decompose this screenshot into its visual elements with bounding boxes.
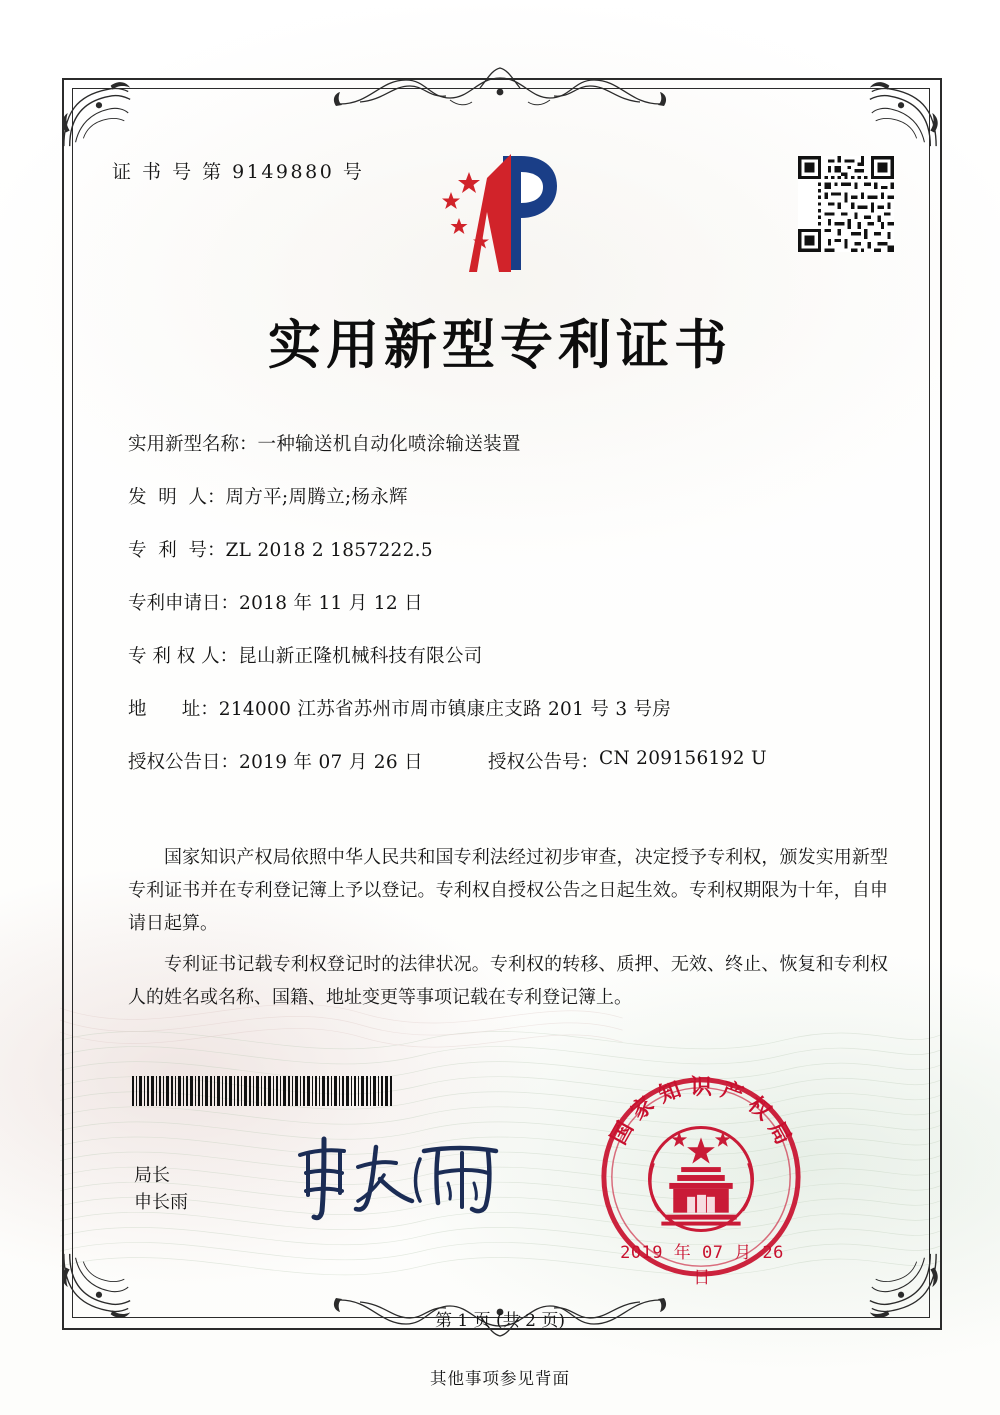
field-label: 专 利 权 人： bbox=[128, 646, 239, 667]
page-title: 实用新型专利证书 bbox=[268, 314, 732, 376]
field-label: 地 址： bbox=[128, 699, 219, 720]
field-list bbox=[128, 430, 888, 801]
field-value: 2018 年 11 月 12 日 bbox=[239, 593, 423, 614]
paragraph-2: 专利证书记载专利权登记时的法律状况。专利权的转移、质押、无效、终止、恢复和专利权人的姓名或名称、国籍、地址变更等事项记载在专利登记簿上。 bbox=[128, 954, 888, 1008]
director-signature-block bbox=[134, 1162, 188, 1216]
field-value: 周方平;周腾立;杨永辉 bbox=[225, 487, 408, 508]
director-name: 申长雨 bbox=[134, 1192, 188, 1213]
field-value: ZL 2018 2 1857222.5 bbox=[225, 540, 433, 561]
svg-text:国 家 知 识 产 权 局: 国 家 知 识 产 权 局 bbox=[606, 1074, 796, 1149]
field-label: 实用新型名称： bbox=[128, 434, 258, 455]
field-address bbox=[128, 695, 888, 721]
field-label: 发 明 人： bbox=[128, 487, 226, 508]
legal-text-block bbox=[128, 841, 888, 1022]
handwritten-signature bbox=[288, 1133, 518, 1223]
top-center-flourish bbox=[330, 58, 670, 116]
certificate-number: 证 书 号 第 9149880 号 bbox=[112, 161, 365, 183]
barcode bbox=[132, 1076, 394, 1106]
page-indicator: 第 1 页 (共 2 页) bbox=[435, 1311, 565, 1331]
footnote: 其他事项参见背面 bbox=[430, 1369, 570, 1388]
field-grant-announcement bbox=[128, 748, 888, 774]
cnipa-logo-icon bbox=[425, 148, 575, 278]
field-utility-model-name bbox=[128, 430, 888, 456]
field-value: 一种输送机自动化喷涂输送装置 bbox=[257, 434, 521, 455]
paragraph-1: 国家知识产权局依照中华人民共和国专利法经过初步审查，决定授予专利权，颁发实用新型专利证书并在专利登记簿上予以登记。专利权自授权公告之日起生效。专利权期限为十年，自申请日起算。 bbox=[128, 847, 888, 934]
field-patentee bbox=[128, 642, 888, 668]
field-label: 专利申请日： bbox=[128, 593, 240, 614]
field-value: 昆山新正隆机械科技有限公司 bbox=[238, 646, 483, 667]
field-application-date bbox=[128, 589, 888, 615]
field-patent-number bbox=[128, 536, 888, 562]
director-title: 局长 bbox=[134, 1165, 170, 1186]
field-label-grant-date: 授权公告日： bbox=[128, 752, 240, 773]
field-value: 214000 江苏省苏州市周市镇康庄支路 201 号 3 号房 bbox=[218, 699, 672, 720]
field-value-grant-number: CN 209156192 U bbox=[599, 748, 767, 769]
field-label-grant-number: 授权公告号： bbox=[488, 752, 600, 773]
field-inventors bbox=[128, 483, 888, 509]
field-label: 专 利 号： bbox=[128, 540, 226, 561]
field-value-grant-date: 2019 年 07 月 26 日 bbox=[239, 752, 423, 773]
seal-date: 2019 年 07 月 26 日 bbox=[620, 1243, 784, 1288]
qr-code bbox=[798, 156, 894, 252]
